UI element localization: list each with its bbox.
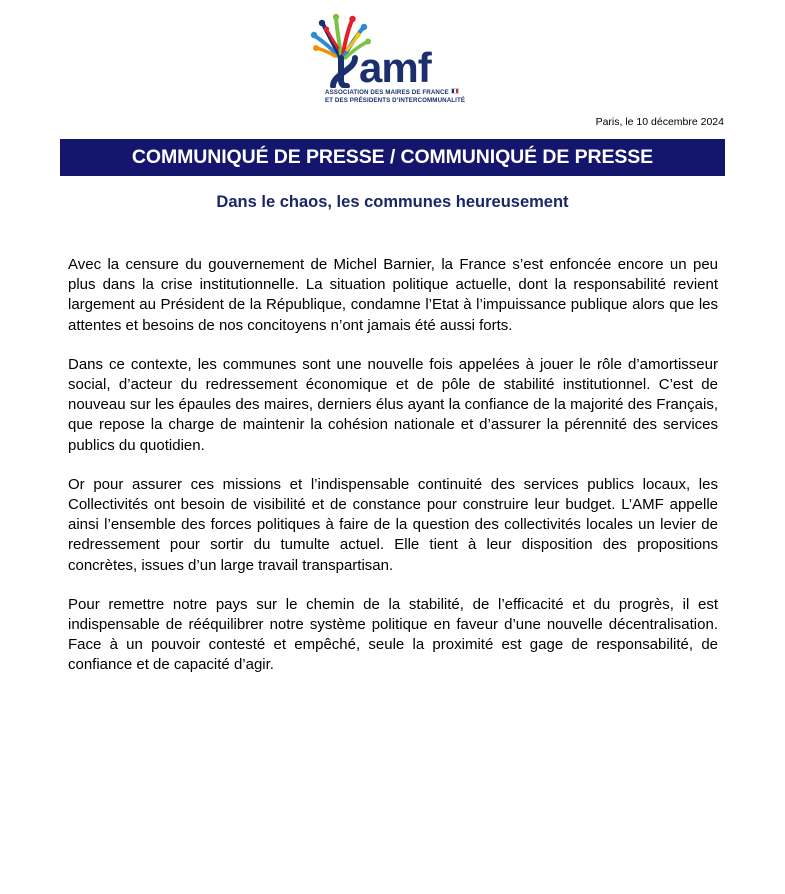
body-paragraph-4: Pour remettre notre pays sur le chemin de la stabilité, de l’efficacité et du progrès, il est indispensable de rééquilibrer notre système politique en faveur d’une nouvelle décentralisation. Face à un pouvoir contesté et empêché, seule la proximité est gage de responsabilité, de confiance et de capacité d’agir. [68, 595, 718, 674]
body-paragraph-1: Avec la censure du gouvernement de Michel Barnier, la France s’est enfoncée encore un peu plus dans la crise institutionnelle. La situation politique actuelle, dont la responsabilité revient largement au Président de la République, condamne l’Etat à l’impuissance publique alors que les attentes et besoins de nos concitoyens n’ont jamais été aussi forts. [68, 256, 718, 334]
french-flag-icon [451, 88, 459, 94]
press-release-banner [60, 139, 725, 176]
banner-title: COMMUNIQUÉ DE PRESSE / COMMUNIQUÉ DE PRESSE [131, 146, 654, 168]
amf-logo [297, 12, 487, 116]
logo-caption-line1: ASSOCIATION DES MAIRES DE FRANCE [325, 89, 449, 96]
logo-caption [325, 88, 487, 105]
press-release-body [68, 255, 718, 695]
tree-of-hands-logo-icon [297, 12, 487, 88]
body-paragraph-3: Or pour assurer ces missions et l’indispensable continuité des services publics locaux, les Collectivités ont besoin de visibilité et de constance pour construire leur budget. L’AMF appelle ainsi l’ensemble des forces politiques à faire de la question des collectivités locales un levier de redressement pour sortir du tumulte actuel. Elle tient à leur disposition des propositions concrètes, issues d’un large travail transpartisan. [68, 475, 718, 574]
body-paragraph-2: Dans ce contexte, les communes sont une nouvelle fois appelées à jouer le rôle d’amortisseur social, d’acteur du redressement économique et de pôle de stabilité institutionnel. C’est de nouveau sur les épaules des maires, derniers élus ayant la confiance de la majorité des Français, que repose la charge de maintenir la cohésion nationale et d’assurer la pérennité des services publics du quotidien. [68, 355, 718, 454]
press-release-headline: Dans le chaos, les communes heureusement [216, 193, 569, 211]
logo-caption-line2: ET DES PRÉSIDENTS D’INTERCOMMUNALITÉ [325, 97, 466, 104]
press-release-date: Paris, le 10 décembre 2024 [595, 116, 724, 128]
amf-wordmark: amf [359, 44, 431, 88]
